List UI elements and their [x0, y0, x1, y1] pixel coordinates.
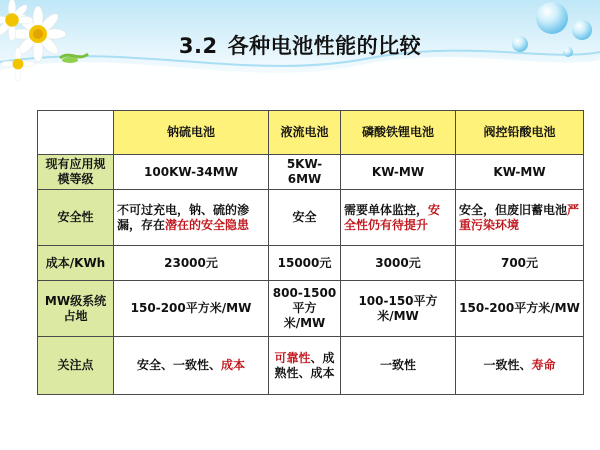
- cell-text: 一致性: [379, 358, 416, 372]
- cell-text: 150-200平方米/MW: [130, 301, 252, 315]
- highlighted-text: 潜在的安全隐患: [165, 217, 250, 232]
- table-cell: [114, 337, 269, 395]
- column-header: 液流电池: [269, 111, 341, 155]
- table-cell: [269, 155, 341, 190]
- table-cell: [341, 190, 456, 246]
- table-cell: [269, 281, 341, 337]
- column-header: 阀控铅酸电池: [456, 111, 584, 155]
- cell-text: 3000元: [375, 255, 421, 270]
- table-row: [38, 155, 584, 190]
- table-cell: [269, 246, 341, 281]
- cell-text: 需要单体监控，: [344, 202, 429, 217]
- table-cell: [341, 337, 456, 395]
- cell-text: 安全: [292, 210, 317, 224]
- table-row: [38, 246, 584, 281]
- table-cell: [456, 246, 584, 281]
- cell-text: 安全、一致性、: [136, 358, 221, 372]
- cell-text: 5KW-6MW: [286, 157, 323, 186]
- table-row: [38, 281, 584, 337]
- highlighted-text: 可靠性: [274, 350, 311, 365]
- row-label: 成本/KWh: [38, 246, 114, 281]
- table-cell: [114, 155, 269, 190]
- cell-text: 不可过充电，钠、硫的渗漏，存在: [117, 202, 250, 232]
- table-cell: [456, 281, 584, 337]
- highlighted-text: 严重污染环境: [459, 202, 580, 232]
- highlighted-text: 成本: [221, 358, 246, 372]
- cell-text: 15000元: [277, 255, 332, 270]
- table-cell: [114, 281, 269, 337]
- section-number: 3.2: [178, 34, 218, 58]
- highlighted-text: 寿命: [531, 358, 556, 372]
- cell-text: 800-1500平方米/MW: [272, 286, 337, 330]
- cell-text: 700元: [500, 255, 539, 270]
- highlighted-text: 安全性仍有待提升: [344, 202, 441, 232]
- cell-text: 安全，但废旧蓄电池: [459, 202, 568, 217]
- slide-title: [0, 30, 600, 60]
- table-cell: [341, 246, 456, 281]
- table-cell: [341, 281, 456, 337]
- table-header-row: [38, 111, 584, 155]
- table-cell: [114, 246, 269, 281]
- row-label: 关注点: [38, 337, 114, 395]
- table-row: [38, 337, 584, 395]
- table-cell: [456, 337, 584, 395]
- cell-text: KW-MW: [493, 164, 546, 179]
- table-cell: [341, 155, 456, 190]
- battery-comparison-table: [37, 110, 584, 395]
- column-header: 钠硫电池: [114, 111, 269, 155]
- table-cell: [114, 190, 269, 246]
- cell-text: 一致性、: [483, 358, 532, 372]
- table-cell: [269, 190, 341, 246]
- title-text: 各种电池性能的比较: [227, 34, 422, 58]
- row-label: MW级系统占地: [38, 281, 114, 337]
- cell-text: 150-200平方米/MW: [459, 301, 580, 315]
- cell-text: 、成熟性、成本: [274, 350, 335, 380]
- table-row: [38, 190, 584, 246]
- table-cell: [269, 337, 341, 395]
- cell-text: 23000元: [164, 255, 218, 270]
- table-cell: [456, 190, 584, 246]
- cell-text: 100KW-34MW: [144, 164, 238, 179]
- row-label: 现有应用规模等级: [38, 155, 114, 190]
- column-header: 磷酸铁锂电池: [341, 111, 456, 155]
- cell-text: 100-150平方米/MW: [358, 293, 438, 323]
- cell-text: KW-MW: [371, 164, 425, 179]
- table-corner-cell: [38, 111, 114, 155]
- table-cell: [456, 155, 584, 190]
- row-label: 安全性: [38, 190, 114, 246]
